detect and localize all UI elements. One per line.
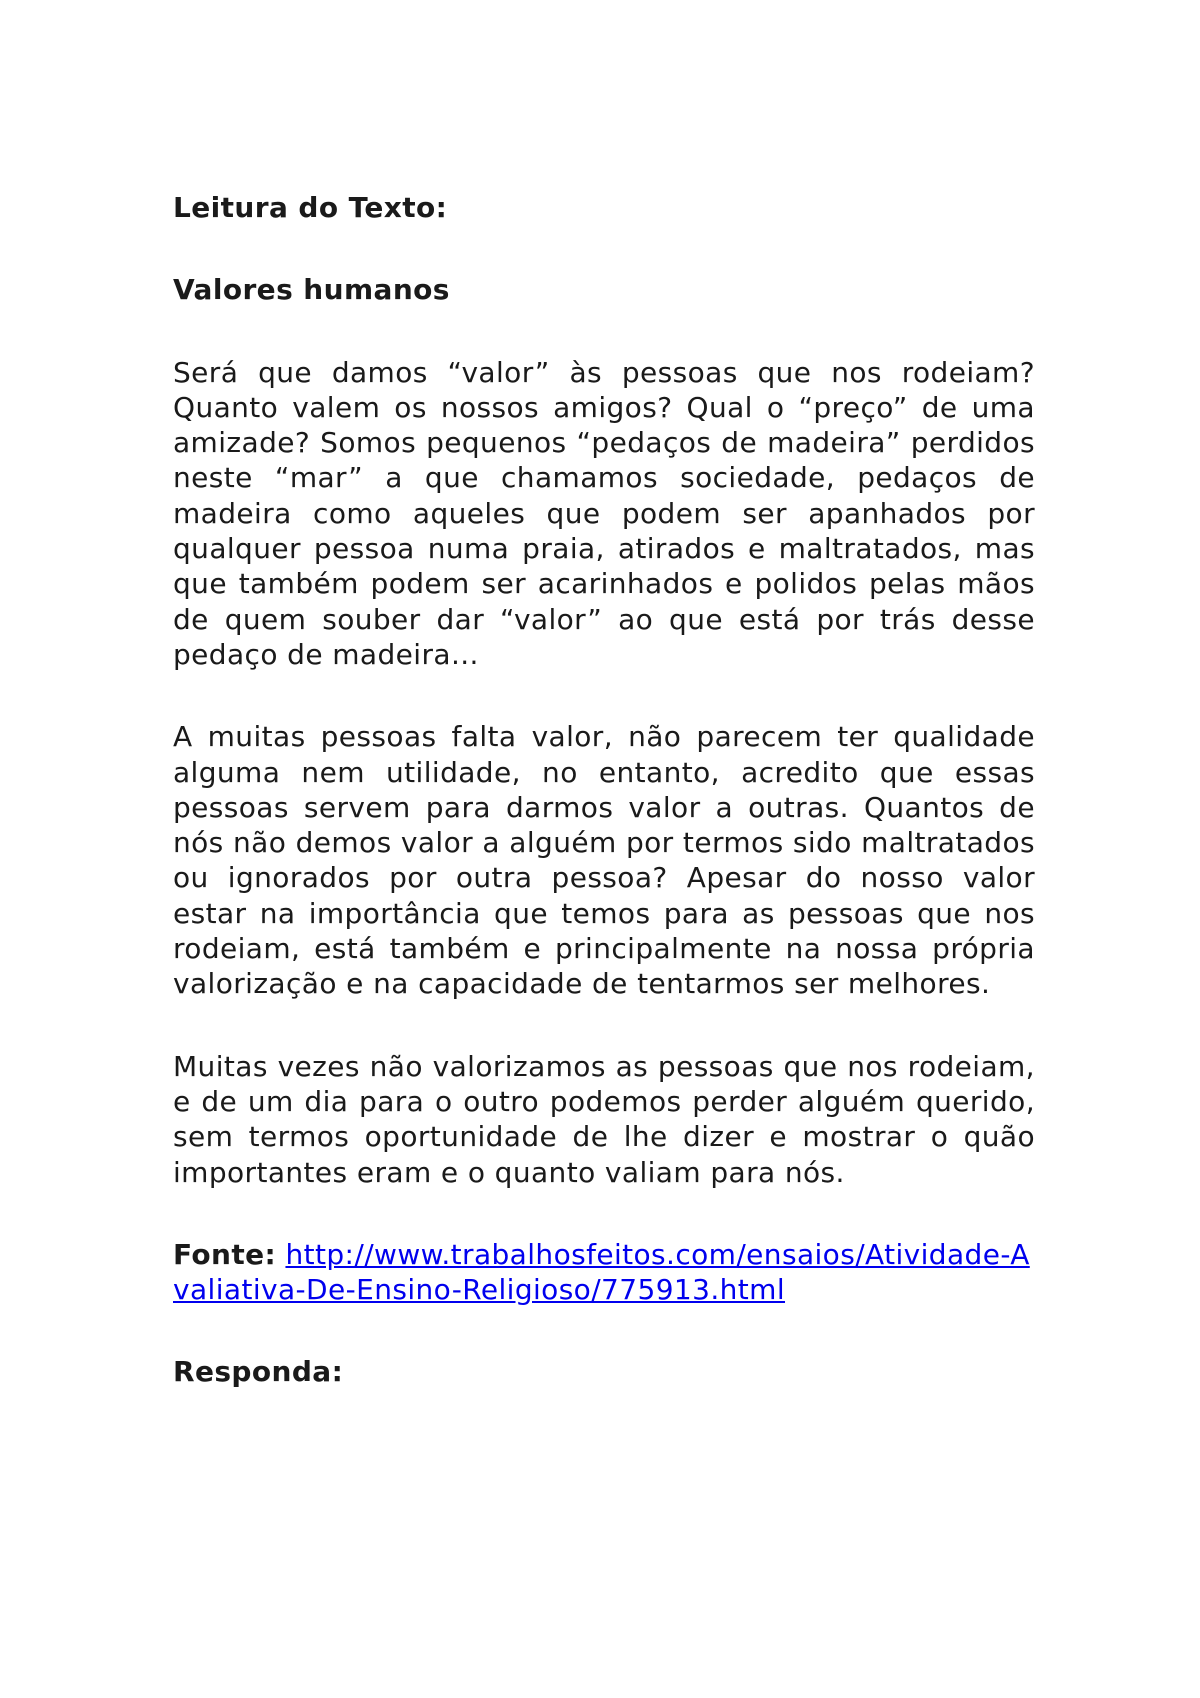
document-page <box>173 190 1035 1390</box>
paragraph-2: A muitas pessoas falta valor, não parecem ter qualidade alguma nem utilidade, no entanto, acredito que essas pessoas servem para darmos valor a outras. Quantos de nós não demos valor a alguém por termos sido maltratados ou ignorados por outra pessoa? Apesar do nosso valor estar na importância que temos para as pessoas que nos rodeiam, está também e principalmente na nossa própria valorização e na capacidade de tentarmos ser melhores. <box>173 720 1035 1001</box>
source-link[interactable]: http://www.trabalhosfeitos.com/ensaios/Atividade-Avaliativa-De-Ensino-Religioso/775913.html <box>173 1237 1030 1307</box>
text-title: Valores humanos <box>173 273 450 307</box>
source-line <box>173 1237 1035 1308</box>
paragraph-3: Muitas vezes não valorizamos as pessoas que nos rodeiam, e de um dia para o outro podemos perder alguém querido, sem termos oportunidade de lhe dizer e mostrar o quão importantes eram e o quanto valiam para nós. <box>173 1049 1035 1189</box>
paragraph-1: Será que damos “valor” às pessoas que nos rodeiam? Quanto valem os nossos amigos? Qual o “preço” de uma amizade? Somos pequenos “pedaços de madeira” perdidos neste “mar” a que chamamos sociedade, pedaços de madeira como aqueles que podem ser apanhados por qualquer pessoa numa praia, atirados e maltratados, mas que também podem ser acarinhados e polidos pelas mãos de quem souber dar “valor” ao que está por trás desse pedaço de madeira... <box>173 355 1035 671</box>
reading-heading: Leitura do Texto: <box>173 191 448 224</box>
source-label: Fonte: <box>173 1237 277 1271</box>
answer-heading: Responda: <box>173 1355 344 1389</box>
